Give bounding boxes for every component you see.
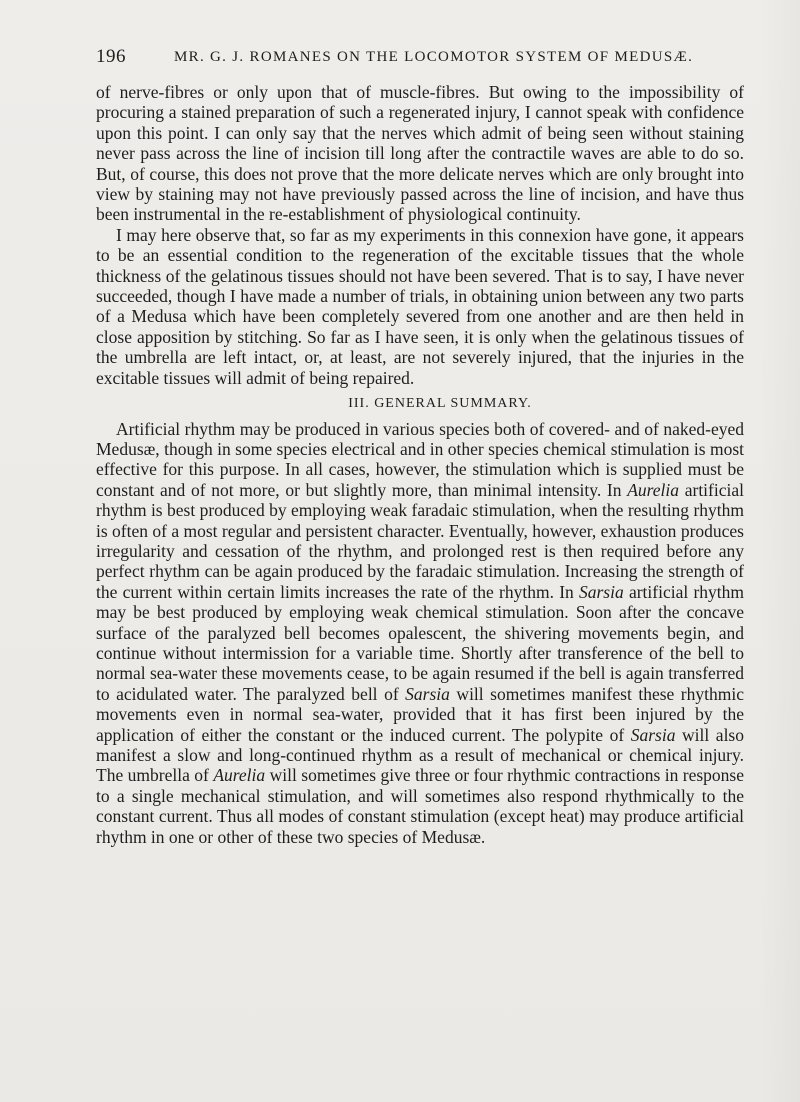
summary-text-2: artificial rhythm is best produced by employing weak faradaic stimulation, when the resulting rhythm is often of a most regular and persistent character. Eventually, however, exhaustion produces irregularity and cessation of the rhythm, and prolonged rest is then required before any perfect rhythm can be again produced by the faradaic stimulation. Increasing the strength of the current within certain limits increases the rate of the rhythm. In (96, 479, 744, 602)
running-title: MR. G. J. ROMANES ON THE LOCOMOTOR SYSTEM OF MEDUSÆ. (174, 49, 694, 65)
summary-text-6: will sometimes give three or four rhythmic contractions in response to a single mechanical stimulation, and will sometimes also respond rhythmically to the constant current. Thus all modes of constant stimulation (except heat) may produce artificial rhythm in one or other of these two species of Medusæ. (96, 765, 745, 847)
summary-text-3: artificial rhythm may be best produced by employing weak chemical stimulation. Soon after the concave surface of the paralyzed bell becomes opalescent, the shivering movements begin, and continue without intermission for a variable time. Shortly after transference of the bell to normal sea-water these movements cease, to be again resumed if the bell is again transferred to acidulated water. The paralyzed bell of (96, 581, 744, 704)
species-sarsia: Sarsia (405, 683, 450, 704)
paragraph-regeneration: I may here observe that, so far as my experiments in this connexion have gone, it appears to be an essential condition to the regeneration of the excitable tissues that the whole thickness of the gelatinous tissues should not have been severed. That is to say, I have never succeeded, though I have made a number of trials, in obtaining union between any two parts of a Medusa which have been completely severed from one another and are then held in close apposition by stitching. So far as I have seen, it is only when the gelatinous tissues of the umbrella are left intact, or, at least, are not severely injured, that the injuries in the excitable tissues will admit of being repaired. (96, 224, 744, 388)
page-number: 196 (96, 46, 126, 67)
paragraph-summary (96, 419, 744, 848)
species-aurelia: Aurelia (627, 479, 680, 500)
summary-text-5: will also manifest a slow and long-continued rhythm as a result of mechanical or chemical injury. The umbrella of (96, 724, 744, 786)
body-text (96, 82, 744, 847)
section-heading: III. GENERAL SUMMARY. (348, 396, 532, 412)
species-aurelia: Aurelia (213, 765, 266, 786)
page-header (96, 46, 746, 72)
summary-text-1: Artificial rhythm may be produced in various species both of covered- and of naked-eyed Medusæ, though in some species electrical and in other species chemical stimulation is most effective for this purpose. In all cases, however, the stimulation which is supplied must be constant and of not more, or but slightly more, than minimal intensity. In (96, 418, 744, 500)
species-sarsia: Sarsia (579, 581, 624, 602)
summary-text-4: will sometimes manifest these rhythmic movements even in normal sea-water, provided that it has first been injured by the application of either the constant or the induced current. The polypite of (96, 683, 744, 745)
paragraph-continuation: of nerve-fibres or only upon that of muscle-fibres. But owing to the impossibility of procuring a stained preparation of such a regenerated injury, I cannot speak with confidence upon this point. I can only say that the nerves which admit of being seen without staining never pass across the line of incision till long after the contractile waves are able to do so. But, of course, this does not prove that the more delicate nerves which are only brought into view by staining may not have previously passed across the line of incision, and have thus been instrumental in the re-establishment of physiological continuity. (96, 82, 744, 225)
species-sarsia: Sarsia (630, 724, 676, 745)
page-edge-shading (760, 0, 800, 1102)
